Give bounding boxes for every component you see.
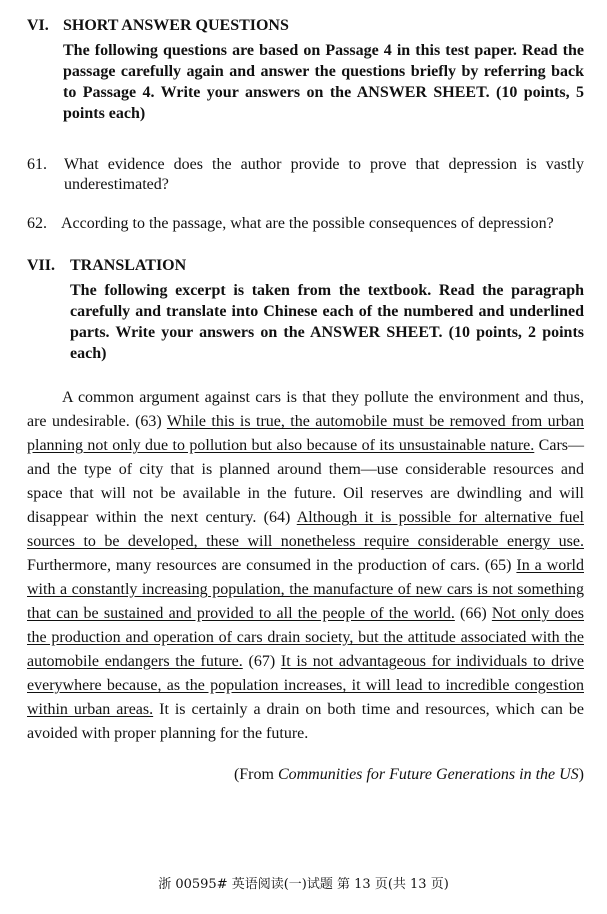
passage-text: A common argument against cars is that they pollute the environment and thus, are undesirable. (63) xyxy=(27,389,584,430)
section-6-number: VI. xyxy=(27,17,49,34)
question-62 xyxy=(27,214,584,234)
question-62-text: According to the passage, what are the possible consequences of depression? xyxy=(61,215,554,232)
source-citation: (From Communities for Future Generations in the US) xyxy=(233,766,584,783)
source-title: Communities for Future Generations in the US xyxy=(277,766,579,783)
passage-text: It is certainly a drain on both time and resources, which can be avoided with proper planning for the future. xyxy=(27,701,584,742)
underlined-sentence-64: Although it is possible for alternative fuel sources to be developed, these will nonetheless require considerable energy use. xyxy=(27,509,585,550)
underlined-sentence-63: While this is true, the automobile must be removed from urban planning not only due to pollution but also because of its unsustainable nature. xyxy=(27,413,585,454)
section-6-instructions: The following questions are based on Passage 4 in this test paper. Read the passage carefully again and answer the questions briefly by referring back to Passage 4. Write your answers on the ANSWER SHEET. (10 points, 5 points each) xyxy=(63,42,584,122)
question-61-text: What evidence does the author provide to prove that depression is vastly underestimated? xyxy=(64,156,584,193)
question-61 xyxy=(27,155,584,195)
passage-text: Cars—and the type of city that is planned around them—use considerable resources and space that will not be available in the future. Oil reserves are dwindling and will disappear within the next century. (64) xyxy=(27,437,585,526)
page-footer: 浙 00595# 英语阅读(一)试题 第 13 页(共 13 页) xyxy=(158,877,449,892)
underlined-sentence-66: Not only does the production and operation of cars drain society, but the attitude associated with the automobile endangers the future. xyxy=(27,605,585,670)
underlined-sentence-65: In a world with a constantly increasing population, the manufacture of new cars is not something that can be sustained and provided to all the people of the world. xyxy=(27,557,584,622)
section-6-title: SHORT ANSWER QUESTIONS xyxy=(63,17,289,34)
section-6-heading xyxy=(27,16,289,36)
translation-passage xyxy=(27,386,584,746)
section-7-title: TRANSLATION xyxy=(70,257,187,274)
question-61-number: 61. xyxy=(27,156,47,173)
passage-text: Furthermore, many resources are consumed in the production of cars. (65) xyxy=(27,557,517,574)
section-7-heading xyxy=(27,256,186,276)
question-62-number: 62. xyxy=(27,215,47,232)
passage-text: (66) xyxy=(454,605,492,622)
section-7-instructions: The following excerpt is taken from the textbook. Read the paragraph carefully and translate into Chinese each of the numbered and underlined parts. Write your answers on the ANSWER SHEET. (10 points, 2 points each) xyxy=(70,282,584,362)
underlined-sentence-67: It is not advantageous for individuals to drive everywhere because, as the population increases, it will lead to incredible congestion within urban areas. xyxy=(27,653,584,718)
section-7-number: VII. xyxy=(27,257,56,274)
passage-text: (67) xyxy=(242,653,281,670)
